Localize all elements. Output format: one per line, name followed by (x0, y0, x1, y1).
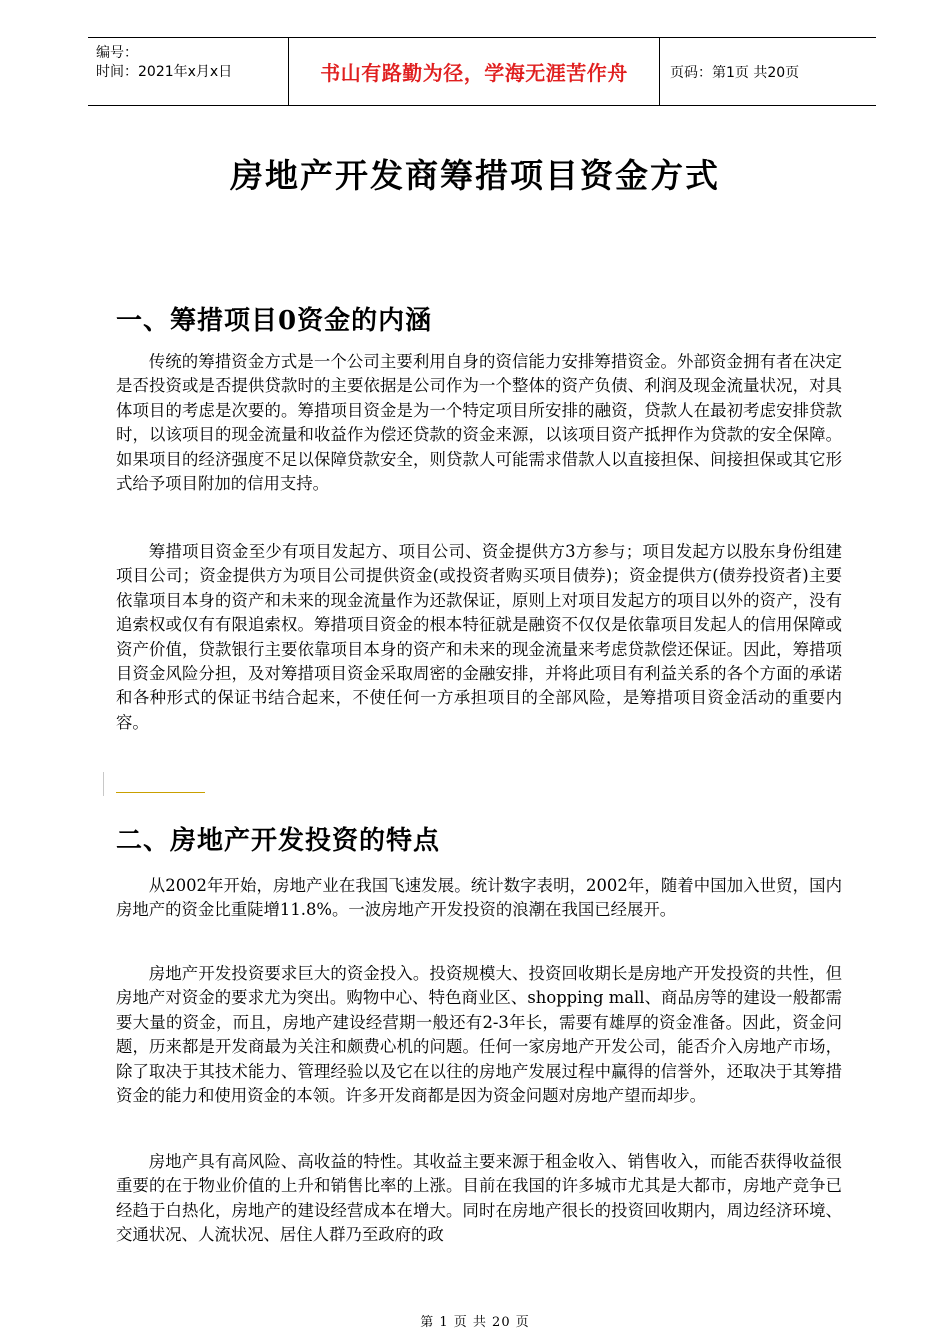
section-1-paragraph-2: 筹措项目资金至少有项目发起方、项目公司、资金提供方3方参与；项目发起方以股东身份组建项目公司；资金提供方为项目公司提供资金(或投资者购买项目债券)；资金提供方(债券投资者)主要依靠项目本身的资产和未来的现金流量作为还款保证，原则上对项目发起方的项目以外的资产，没有追索权或仅有有限追索权。筹措项目资金的根本特征就是融资不仅仅是依靠项目发起人的信用保障或资产价值，贷款银行主要依靠项目本身的资产和未来的现金流量来考虑贷款偿还保证。因此，筹措项目资金风险分担，及对筹措项目资金采取周密的金融安排，并将此项目有利益关系的各个方面的承诺和各种形式的保证书结合起来，不使任何一方承担项目的全部风险，是筹措项目资金活动的重要内容。 (116, 542, 842, 732)
header-page-info: 页码：第1页 共20页 (670, 64, 800, 81)
section-2-paragraph-1: 从2002年开始，房地产业在我国飞速发展。统计数字表明，2002年，随着中国加入世贸，国内房地产的资金比重陡增11.8%。一波房地产开发投资的浪潮在我国已经展开。 (116, 876, 842, 920)
section-2-paragraph-3: 房地产具有高风险、高收益的特性。其收益主要来源于租金收入、销售收入，而能否获得收益很重要的在于物业价值的上升和销售比率的上涨。目前在我国的许多城市尤其是大都市，房地产竞争已经趋于白热化，房地产的建设经营成本在增大。同时在房地产很长的投资回收期内，周边经济环境、交通状况、人流状况、居住人群乃至政府的政 (116, 1152, 842, 1245)
section-divider (116, 792, 205, 793)
page-footer: 第 1 页 共 20 页 (420, 1315, 530, 1330)
page-header (88, 37, 876, 106)
header-meta (88, 38, 288, 105)
change-bar (103, 772, 104, 796)
section-heading-2: 二、房地产开发投资的特点 (116, 826, 441, 856)
section-1-paragraph-1: 传统的筹措资金方式是一个公司主要利用自身的资信能力安排筹措资金。外部资金拥有者在决定是否投资或是否提供贷款时的主要依据是公司作为一个整体的资产负债、利润及现金流量状况，对具体项目的考虑是次要的。筹措项目资金是为一个特定项目所安排的融资，贷款人在最初考虑安排贷款时，以该项目的现金流量和收益作为偿还贷款的资金来源，以该项目资产抵押作为贷款的安全保障。如果项目的经济强度不足以保障贷款安全，则贷款人可能需求借款人以直接担保、间接担保或其它形式给予项目附加的信用支持。 (116, 352, 842, 494)
document-title: 房地产开发商筹措项目资金方式 (230, 156, 720, 195)
document-time-label: 时间：2021年x月x日 (96, 64, 233, 80)
document-number-label: 编号： (96, 45, 138, 61)
section-2-paragraph-2: 房地产开发投资要求巨大的资金投入。投资规模大、投资回收期长是房地产开发投资的共性，但房地产对资金的要求尤为突出。购物中心、特色商业区、shopping mall、商品房等的建设一般都需要大量的资金，而且，房地产建设经营期一般还有2-3年长，需要有雄厚的资金准备。因此，资金问题，历来都是开发商最为关注和颇费心机的问题。任何一家房地产开发公司，能否介入房地产市场，除了取决于其技术能力、管理经验以及它在以往的房地产发展过程中赢得的信誉外，还取决于其筹措资金的能力和使用资金的本领。许多开发商都是因为资金问题对房地产望而却步。 (116, 964, 842, 1106)
header-motto: 书山有路勤为径，学海无涯苦作舟 (288, 38, 660, 105)
section-heading-1: 一、筹措项目0资金的内涵 (116, 306, 433, 336)
